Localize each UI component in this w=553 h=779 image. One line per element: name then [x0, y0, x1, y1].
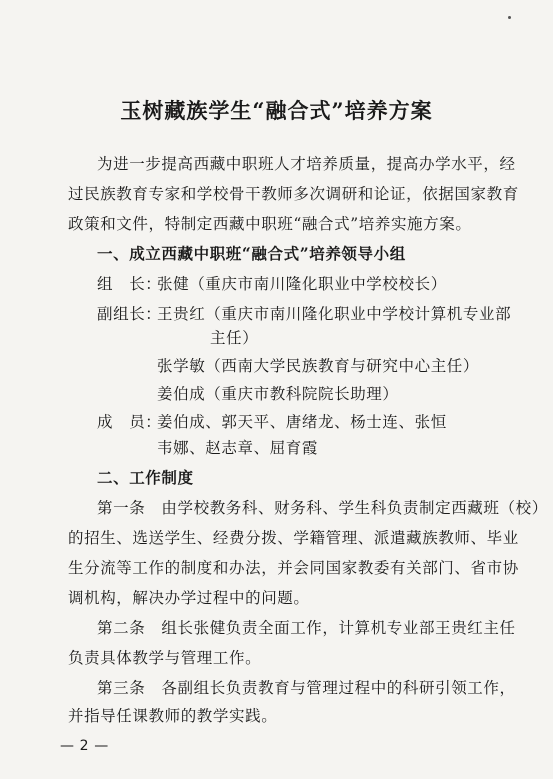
intro-line-3: 政策和文件，特制定西藏中职班“融合式”培养实施方案。: [68, 215, 472, 233]
article-2-line-2: 负责具体教学与管理工作。: [68, 649, 262, 667]
member-line-2: 韦娜、赵志章、屈育霞: [157, 439, 319, 457]
page-number: — 2 —: [60, 738, 109, 754]
document-title: 玉树藏族学生“融合式”培养方案: [120, 98, 433, 123]
intro-line-1: 为进一步提高西藏中职班人才培养质量，提高办学水平，经: [97, 155, 516, 173]
article-3-line-2: 并指导任课教师的教学实践。: [68, 707, 278, 725]
article-1-line-1: 第一条 由学校教务科、财务科、学生科负责制定西藏班（校）: [97, 499, 548, 517]
leader-value: 张健（重庆市南川隆化职业中学校校长）: [157, 275, 447, 293]
scan-speck: [508, 16, 511, 19]
article-2-line-1: 第二条 组长张健负责全面工作，计算机专业部王贵红主任: [97, 619, 516, 637]
section-2-heading: 二、工作制度: [97, 468, 194, 487]
article-3-line-1: 第三条 各副组长负责教育与管理过程中的科研引领工作，: [97, 679, 516, 697]
article-1-line-4: 调机构，解决办学过程中的问题。: [68, 589, 310, 607]
intro-line-2: 过民族教育专家和学校骨干教师多次调研和论证，依据国家教育: [68, 185, 519, 203]
deputy-label: 副组长：: [97, 305, 162, 323]
member-line-1: 姜伯成、郭天平、唐绪龙、杨士连、张恒: [157, 413, 447, 431]
member-label: 成 员：: [97, 413, 162, 431]
article-1-line-3: 生分流等工作的制度和办法，并会同国家教委有关部门、省市协: [68, 559, 519, 577]
deputy-line-3: 张学敏（西南大学民族教育与研究中心主任）: [157, 357, 480, 375]
leader-label: 组 长：: [97, 275, 162, 293]
deputy-line-2: 主任）: [210, 329, 259, 347]
deputy-line-1: 王贵红（重庆市南川隆化职业中学校计算机专业部: [157, 305, 512, 323]
article-1-line-2: 的招生、选送学生、经费分拨、学籍管理、派遣藏族教师、毕业: [68, 529, 519, 547]
deputy-line-4: 姜伯成（重庆市教科院院长助理）: [157, 385, 399, 403]
section-1-heading: 一、成立西藏中职班“融合式”培养领导小组: [97, 244, 406, 263]
